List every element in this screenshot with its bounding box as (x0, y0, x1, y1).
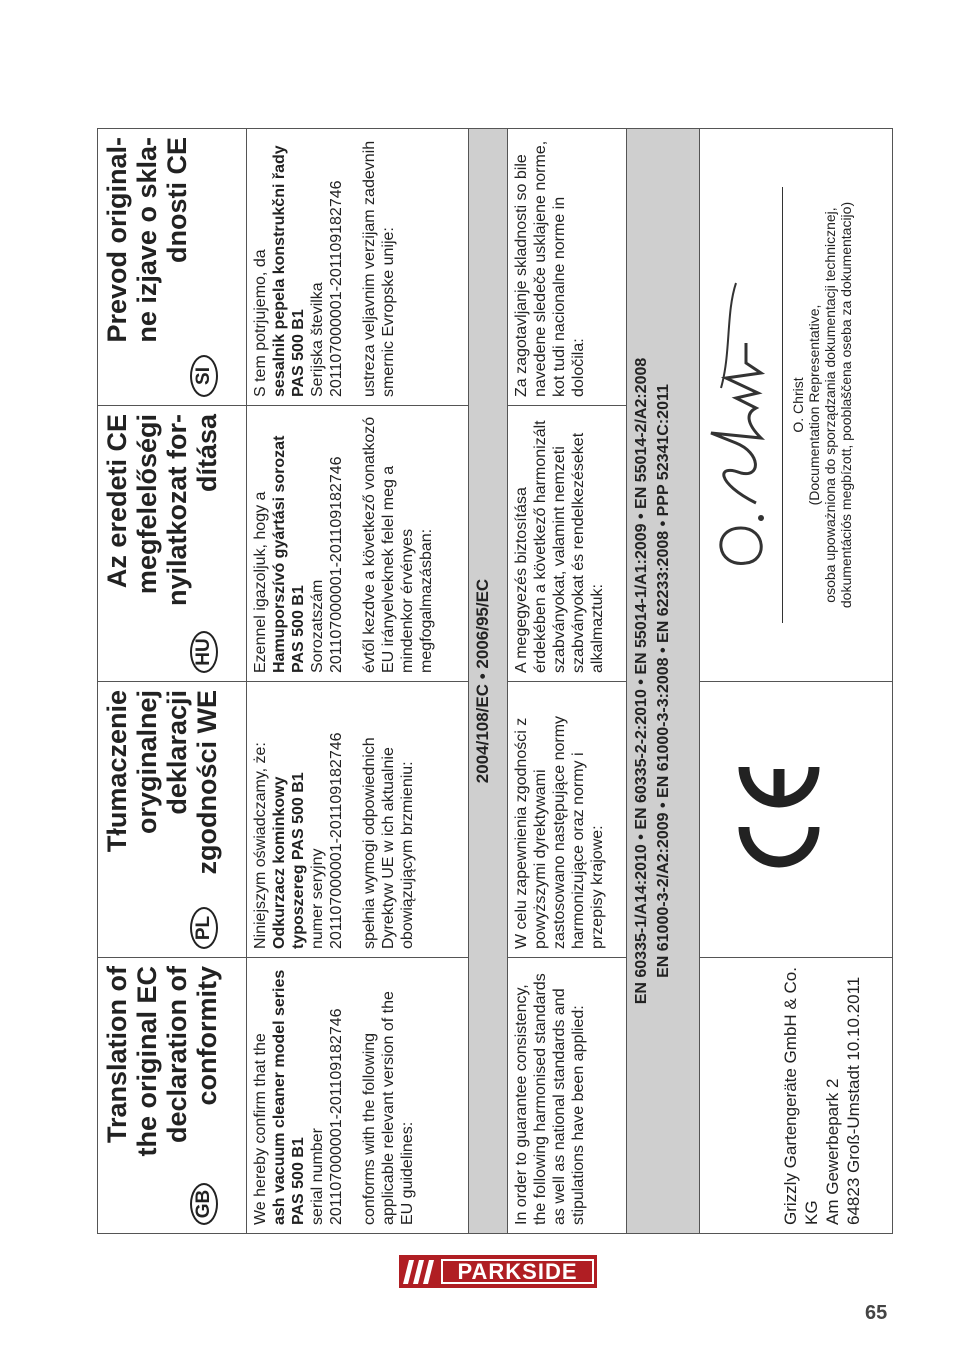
header-cell-gb (98, 958, 247, 1234)
header-cell-si (98, 129, 247, 406)
serial-number: 201107000001-201109182746 (328, 1008, 345, 1225)
title-line: Prevod original- (102, 137, 132, 343)
title-line: nyilatkozat for- (162, 414, 192, 607)
product-name: ash vacuum cleaner model series PAS 500 B1 (271, 969, 307, 1225)
title-line: conformity (192, 966, 222, 1106)
manufacturer-address (699, 958, 892, 1234)
signatory-block (790, 137, 854, 673)
logo-stripes-icon (399, 1255, 441, 1288)
title-line: dnosti CE (162, 137, 192, 263)
address-line: Grizzly Gartengeräte GmbH & Co. KG (780, 967, 821, 1225)
header-cell-hu (98, 406, 247, 682)
title-line: dítása (192, 414, 222, 493)
title-line: deklaracji (162, 690, 192, 815)
title-line: megfelelőségi (132, 414, 162, 595)
language-badge-si: SI (190, 355, 218, 397)
declaration-table (97, 128, 893, 1234)
title-line: ne izjave o skla- (132, 137, 162, 343)
declaration-body-row (247, 129, 469, 1234)
signatory-role-hu: dokumentációs megbízott, pooblaščena oseba za dokumentacijo) (837, 201, 854, 609)
logo-text: PARKSIDE (441, 1259, 594, 1284)
ce-mark-cell (699, 682, 892, 958)
standards-intro-pl: W celu zapewnienia zgodności z powyższymi dyrektywami zastosowano następujące normy harmonizujące oraz normy i przepisy krajowe: (507, 682, 626, 958)
signature-icon (706, 233, 778, 573)
standards-line: EN 61000-3-2/A2:2009 • EN 61000-3-3:2008 • EN 62233:2008 • PPP 52341C:2011 (654, 384, 672, 978)
page-number: 65 (865, 1302, 888, 1324)
directives: 2004/108/EC • 2006/95/EC (468, 129, 507, 1234)
signatory-role-pl: osoba upoważniona do sporządzania dokumentacji technicznej, (821, 207, 838, 603)
title-line: zgodności WE (192, 690, 222, 875)
conforms-text: conforms with the following applicable relevant version of the EU guidelines: (361, 991, 416, 1225)
standards-intro-row (507, 129, 626, 1234)
signature-cell (699, 129, 892, 682)
standards-row (626, 129, 699, 1234)
body-cell-hu (247, 406, 469, 682)
address-line: Am Gewerbepark 2 (822, 1078, 842, 1225)
product-name: sesalnik pepela konstrukčni řady PAS 500 B1 (271, 145, 307, 397)
body-cell-si (247, 129, 469, 406)
title-pl (102, 690, 222, 901)
product-name: Odkurzacz kominkowy typoszereg PAS 500 B1 (271, 772, 307, 949)
title-line: Az eredeti CE (102, 414, 132, 589)
product-name: Hamuporszívó gyártási sorozat PAS 500 B1 (271, 435, 307, 673)
conforms-text: spełnia wymogi odpowiednich Dyrektyw UE w ich aktualnie obowiązującym brzmieniu: (361, 737, 416, 949)
serial-label: Sorozatszám (309, 579, 326, 673)
intro-text: S tem potrjujemo, da (252, 249, 269, 397)
signature-row (699, 129, 892, 1234)
address-line: 64823 Groß-Umstadt 10.10.2011 (843, 976, 863, 1225)
signatory-name: O. Christ (789, 377, 806, 433)
header-cell-pl (98, 682, 247, 958)
directives-row (468, 129, 507, 1234)
title-gb (102, 966, 222, 1177)
parkside-logo (399, 1255, 597, 1288)
conforms-text: ustreza veljavnim verzijam zadevnih smernic Evropske unije: (361, 140, 397, 397)
standards-list (626, 129, 699, 1234)
body-cell-gb (247, 958, 469, 1234)
standards-intro-si: Za zagotavljanje skladnosti so bile navedene sledeče usklajene norme, kot tudi nacionalne norme in določila: (507, 129, 626, 406)
title-line: Tłumaczenie (102, 690, 132, 853)
language-badge-pl: PL (190, 907, 218, 949)
signatory-role: (Documentation Representative, (805, 304, 822, 506)
title-si (102, 137, 192, 349)
title-hu (102, 414, 222, 625)
intro-text: Niniejszym oświadczamy, że: (252, 742, 269, 949)
title-line: Translation of (102, 966, 132, 1144)
title-line: the original EC (132, 966, 162, 1157)
body-cell-pl (247, 682, 469, 958)
serial-label: Serijska številka (309, 282, 326, 397)
standards-intro-gb: In order to guarantee consistency, the following harmonised standards as well as national standards and stipulations have been applied: (507, 958, 626, 1234)
intro-text: We hereby confirm that the (252, 1033, 269, 1225)
rotated-page-content (97, 129, 893, 1234)
title-line: declaration of (162, 966, 192, 1144)
serial-label: serial number (309, 1128, 326, 1225)
standards-line: EN 60335-1/A14:2010 • EN 60335-2-2:2010 • EN 55014-1/A1:2009 • EN 55014-2/A2:2008 (632, 357, 650, 1005)
title-line: oryginalnej (132, 690, 162, 835)
standards-intro-hu: A megegyezés biztosítása érdekében a következő harmonizált szabványokat, valamint nemzeti szabványokat és rendelkezéseket alkalmaztuk: (507, 406, 626, 682)
serial-number: 201107000001-201109182746 (328, 180, 345, 397)
conforms-text: évtől kezdve a következő vonatkozó EU irányelveknek felel meg a mindenkor érvényes megfogalmazásban: (361, 416, 435, 673)
language-badge-hu: HU (190, 631, 218, 673)
header-row (98, 129, 247, 1234)
serial-label: numer seryjny (309, 848, 326, 949)
serial-number: 201107000001-201109182746 (328, 732, 345, 949)
serial-number: 201107000001-201109182746 (328, 456, 345, 673)
intro-text: Ezennel igazoljuk, hogy a (252, 491, 269, 673)
language-badge-gb: GB (190, 1183, 218, 1225)
ce-mark-icon (734, 760, 824, 880)
